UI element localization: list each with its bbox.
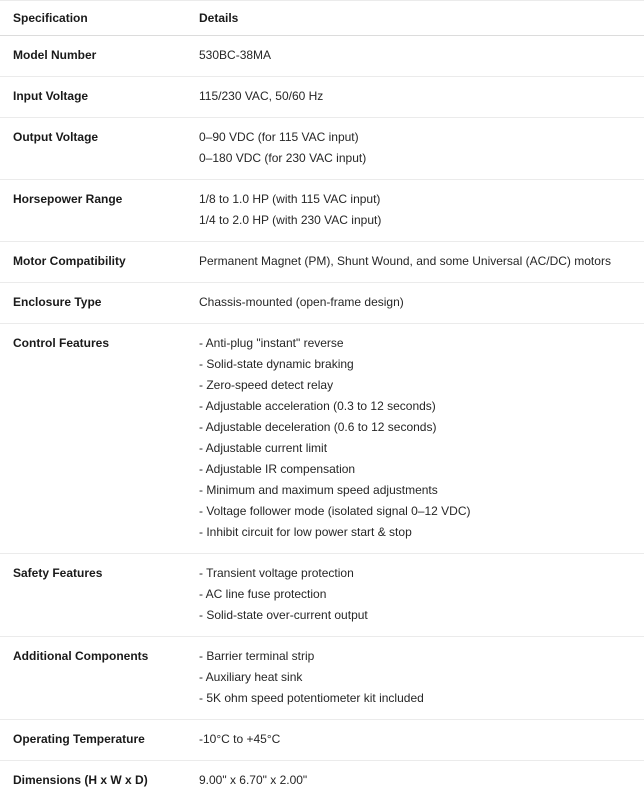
table-row [0,242,644,283]
spec-value-line: - Transient voltage protection [199,563,644,584]
spec-value [186,554,644,637]
spec-value-line: - Zero-speed detect relay [199,375,644,396]
spec-value-line: 9.00" x 6.70" x 2.00" [199,770,644,791]
table-row [0,283,644,324]
spec-value-line: - Adjustable IR compensation [199,459,644,480]
spec-value-line: - 5K ohm speed potentiometer kit included [199,688,644,709]
spec-value-line: 530BC-38MA [199,45,644,66]
spec-value-line: - Voltage follower mode (isolated signal 0–12 VDC) [199,501,644,522]
table-body [0,36,644,801]
spec-value-line: 0–90 VDC (for 115 VAC input) [199,127,644,148]
spec-value [186,77,644,118]
spec-value [186,283,644,324]
spec-label: Motor Compatibility [0,242,186,283]
header-row [0,1,644,36]
table-row [0,761,644,801]
spec-value [186,720,644,761]
spec-value [186,761,644,801]
spec-label: Dimensions (H x W x D) [0,761,186,801]
spec-value-line: - Adjustable current limit [199,438,644,459]
spec-value [186,180,644,242]
spec-value [186,324,644,554]
table-row [0,637,644,720]
spec-label: Additional Components [0,637,186,720]
header-specification: Specification [0,1,186,36]
spec-value-line: - Adjustable acceleration (0.3 to 12 seconds) [199,396,644,417]
table-row [0,180,644,242]
spec-label: Control Features [0,324,186,554]
spec-value-line: 0–180 VDC (for 230 VAC input) [199,148,644,169]
table-header [0,1,644,36]
spec-label: Enclosure Type [0,283,186,324]
spec-label: Model Number [0,36,186,77]
spec-label: Input Voltage [0,77,186,118]
spec-value-line: - Inhibit circuit for low power start & stop [199,522,644,543]
spec-value-line: -10°C to +45°C [199,729,644,750]
table-row [0,720,644,761]
spec-value-line: Permanent Magnet (PM), Shunt Wound, and some Universal (AC/DC) motors [199,251,644,272]
table-row [0,554,644,637]
spec-value-line: - Anti-plug "instant" reverse [199,333,644,354]
spec-value [186,242,644,283]
spec-value-line: - Auxiliary heat sink [199,667,644,688]
header-details: Details [186,1,644,36]
spec-value-line: - Solid-state dynamic braking [199,354,644,375]
table-row [0,36,644,77]
spec-value [186,637,644,720]
table-row [0,77,644,118]
spec-label: Horsepower Range [0,180,186,242]
spec-value-line: 115/230 VAC, 50/60 Hz [199,86,644,107]
spec-value-line: - Minimum and maximum speed adjustments [199,480,644,501]
spec-value-line: - AC line fuse protection [199,584,644,605]
spec-value [186,36,644,77]
spec-value-line: Chassis-mounted (open-frame design) [199,292,644,313]
table-row [0,324,644,554]
spec-label: Operating Temperature [0,720,186,761]
table-row [0,118,644,180]
spec-value-line: - Adjustable deceleration (0.6 to 12 seconds) [199,417,644,438]
spec-value [186,118,644,180]
spec-label: Safety Features [0,554,186,637]
spec-value-line: 1/4 to 2.0 HP (with 230 VAC input) [199,210,644,231]
spec-label: Output Voltage [0,118,186,180]
spec-value-line: - Barrier terminal strip [199,646,644,667]
spec-value-line: 1/8 to 1.0 HP (with 115 VAC input) [199,189,644,210]
spec-value-line: - Solid-state over-current output [199,605,644,626]
